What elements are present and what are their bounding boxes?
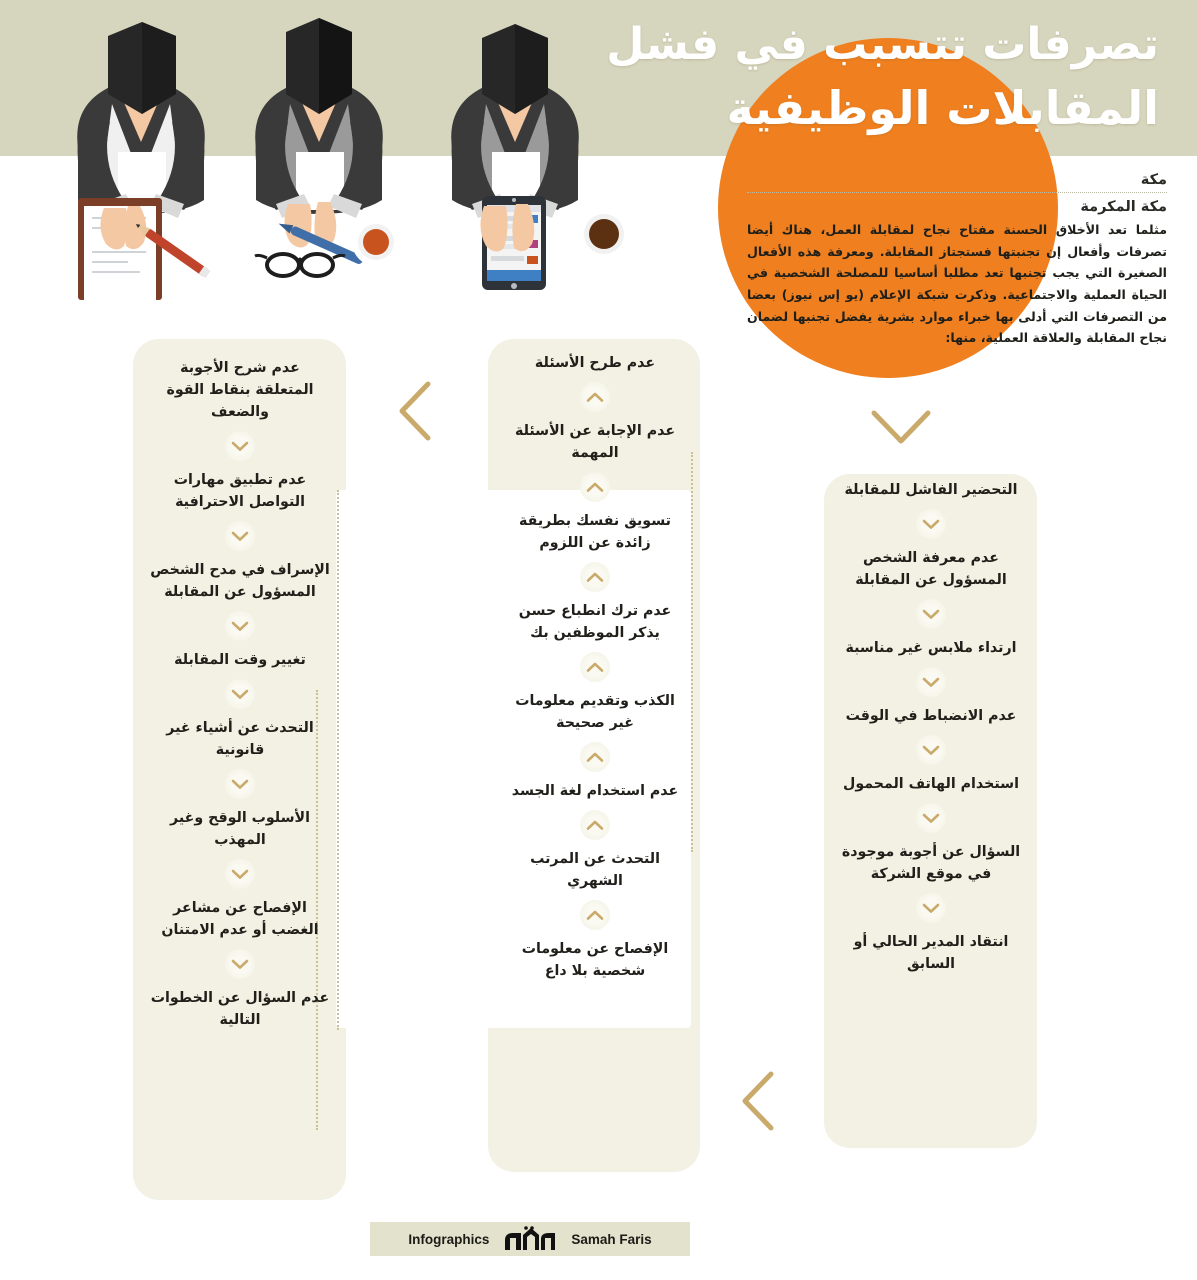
step-separator: [495, 464, 695, 510]
person-left: [77, 22, 210, 300]
list-item: الإفصاح عن معلومات شخصية بلا داع: [521, 941, 669, 979]
chevron-up-icon: [580, 652, 610, 682]
list-item: عدم معرفة الشخص المسؤول عن المقابلة: [855, 550, 1007, 588]
list-item: عدم طرح الأسئلة: [534, 355, 656, 371]
publication-name: مكة: [747, 172, 1167, 193]
list-item: انتقاد المدير الحالي أو السابق: [853, 934, 1009, 972]
chevron-down-icon: [916, 509, 946, 539]
step-separator: [495, 892, 695, 938]
step-separator: [831, 659, 1031, 705]
arrow-right-to-middle-icon: [735, 1068, 781, 1134]
arrow-middle-to-left-icon: [392, 378, 438, 444]
page-title: [579, 14, 1159, 142]
chevron-down-icon: [916, 667, 946, 697]
makkah-newspaper-logo-icon: [501, 1226, 559, 1252]
step-separator: [495, 554, 695, 600]
step-separator: [140, 761, 340, 807]
list-item: عدم الإجابة عن الأسئلة المهمة: [514, 423, 676, 461]
step-separator: [495, 644, 695, 690]
chevron-down-icon: [916, 599, 946, 629]
left-column-list: [140, 357, 340, 1031]
step-separator: [140, 851, 340, 897]
chevron-down-icon: [225, 949, 255, 979]
list-item: التحدث عن أشياء غير قانونية: [166, 720, 314, 758]
chevron-up-icon: [580, 810, 610, 840]
chevron-down-icon: [916, 735, 946, 765]
step-separator: [831, 591, 1031, 637]
list-item: التحدث عن المرتب الشهري: [530, 851, 660, 889]
right-column-list: [831, 479, 1031, 975]
list-item: الأسلوب الوقح وغير المهذب: [170, 810, 310, 848]
step-separator: [140, 603, 340, 649]
list-item: ارتداء ملابس غير مناسبة: [845, 640, 1017, 656]
step-separator: [831, 795, 1031, 841]
title-line-2: المقابلات الوظيفية: [726, 81, 1159, 136]
list-item: تسويق نفسك بطريقة زائدة عن اللزوم: [519, 513, 671, 551]
credit-infographics-label: Infographics: [408, 1231, 490, 1247]
list-item: تغيير وقت المقابلة: [174, 652, 306, 668]
list-item: عدم ترك انطباع حسن يذكر الموظفين بك: [518, 603, 672, 641]
step-separator: [140, 671, 340, 717]
chevron-down-icon: [225, 679, 255, 709]
list-item: الإفصاح عن مشاعر الغضب أو عدم الامتنان: [161, 900, 319, 938]
chevron-up-icon: [580, 742, 610, 772]
chevron-down-icon: [225, 611, 255, 641]
step-separator: [140, 941, 340, 987]
list-item: السؤال عن أجوبة موجودة في موقع الشركة: [841, 844, 1021, 882]
list-item: عدم الانضباط في الوقت: [845, 708, 1017, 724]
dateline: مكة المكرمة: [1080, 199, 1167, 215]
credit-bar: [370, 1222, 690, 1256]
step-separator: [495, 734, 695, 780]
step-separator: [831, 727, 1031, 773]
credit-author-name: Samah Faris: [571, 1231, 652, 1247]
chevron-down-icon: [225, 859, 255, 889]
chevron-up-icon: [580, 472, 610, 502]
step-separator: [495, 374, 695, 420]
chevron-down-icon: [916, 893, 946, 923]
chevron-down-icon: [225, 431, 255, 461]
chevron-down-icon: [225, 769, 255, 799]
chevron-down-icon: [916, 803, 946, 833]
list-item: عدم استخدام لغة الجسد: [511, 783, 679, 799]
step-separator: [140, 423, 340, 469]
step-separator: [140, 513, 340, 559]
step-separator: [831, 885, 1031, 931]
middle-column-list: [495, 352, 695, 982]
list-item: الإسراف في مدح الشخص المسؤول عن المقابلة: [150, 562, 330, 600]
intro-body-text: مثلما تعد الأخلاق الحسنة مفتاح نجاح لمقابلة العمل، هناك أيضا تصرفات وأفعال إن تجنبتها فستجتاز المقابلة. ومعرفة هذه الأفعال الصغيرة التي يجب تجنبها تعد مطلبا أساسيا للمصلحة الشخصية في الحياة العملية والاجتماعية. وذكرت شبكة الإعلام (يو إس نيوز) بعضا من التصرفات التي أدلى بها خبراء موارد بشرية يفضل تجنبها لضمان نجاح المقابلة والعلاقة العملية، منها:: [747, 222, 1167, 346]
step-separator: [831, 501, 1031, 547]
step-separator: [495, 802, 695, 848]
coffee-cup: [577, 207, 631, 261]
chevron-up-icon: [580, 562, 610, 592]
arrow-into-right-column-icon: [868, 405, 934, 451]
chevron-up-icon: [580, 900, 610, 930]
list-item: التحضير الفاشل للمقابلة: [844, 482, 1018, 498]
chevron-down-icon: [225, 521, 255, 551]
list-item: استخدام الهاتف المحمول: [843, 776, 1019, 792]
intro-block: [747, 172, 1167, 349]
list-item: عدم تطبيق مهارات التواصل الاحترافية: [173, 472, 307, 510]
tea-cup: [352, 218, 400, 266]
title-line-1: تصرفات تتسبب في فشل: [606, 19, 1159, 70]
list-item: عدم شرح الأجوبة المتعلقة بنقاط القوة والضعف: [166, 360, 314, 420]
list-item: عدم السؤال عن الخطوات التالية: [150, 990, 330, 1028]
chevron-up-icon: [580, 382, 610, 412]
list-item: الكذب وتقديم معلومات غير صحيحة: [515, 693, 675, 731]
